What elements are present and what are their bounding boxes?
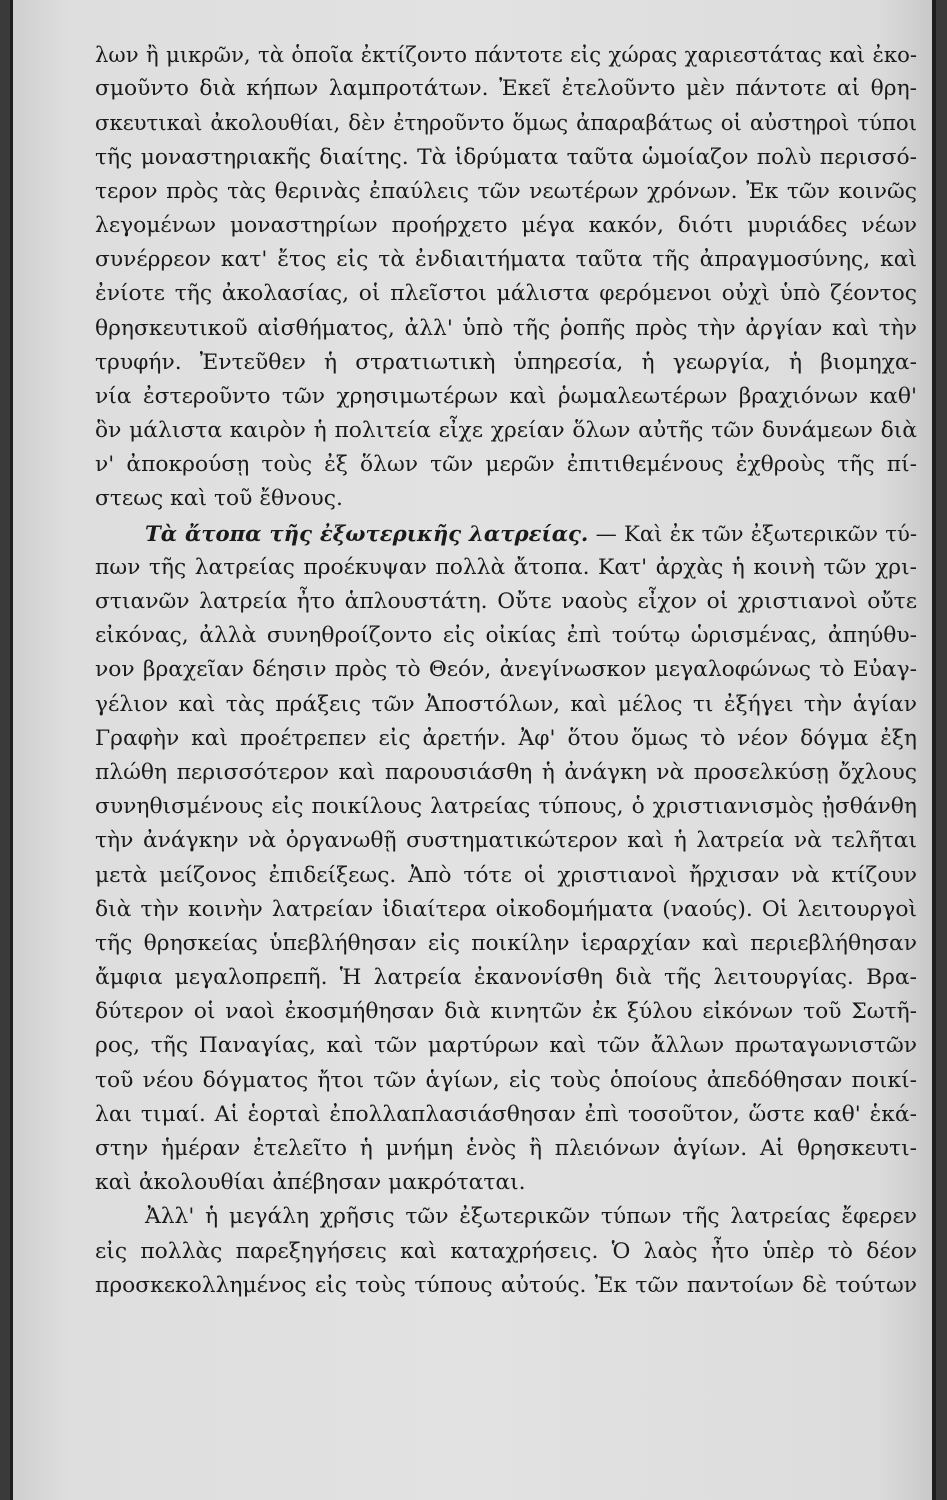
text-line: στιανῶν λατρεία ἦτο ἁπλουστάτη. Οὔτε ναοὺς εἶχον οἱ χριστιανοὶ οὔτε xyxy=(95,589,917,614)
text-line: συνέρρεον κατ' ἔτος εἰς τὰ ἐνδιαιτήματα ταῦτα τῆς ἀπραγμοσύνης, καὶ xyxy=(95,247,917,273)
paragraph-abuses xyxy=(95,1200,917,1303)
text-line: σμοῦντο διὰ κήπων λαμπροτάτων. Ἐκεῖ ἐτελοῦντο μὲν πάντοτε αἱ θρη- xyxy=(95,76,917,102)
text-line: τῆς θρησκείας ὑπεβλήθησαν εἰς ποικίλην ἱεραρχίαν καὶ περιεβλήθησαν xyxy=(95,930,917,956)
text-line: Γραφὴν καὶ προέτρεπεν εἰς ἀρετήν. Ἀφ' ὅτου ὅμως τὸ νέον δόγμα ἐξη xyxy=(95,725,917,751)
text-line: τρυφήν. Ἐντεῦθεν ἡ στρατιωτικὴ ὑπηρεσία, ἡ γεωργία, ἡ βιομηχα- xyxy=(95,349,917,375)
book-page xyxy=(10,0,936,1500)
text-line: νία ἐστεροῦντο τῶν χρησιμωτέρων καὶ ῥωμαλεωτέρων βραχιόνων καθ' xyxy=(95,383,917,409)
text-line: θρησκευτικοῦ αἰσθήματος, ἀλλ' ὑπὸ τῆς ῥοπῆς πρὸς τὴν ἀργίαν καὶ τὴν xyxy=(95,315,917,341)
text-line: συνηθισμένους εἰς ποικίλους λατρείας τύπους, ὁ χριστιανισμὸς ᾐσθάνθη xyxy=(95,794,917,820)
text-line: στην ἡμέραν ἐτελεῖτο ἡ μνήμη ἑνὸς ἢ πλειόνων ἁγίων. Αἱ θρησκευτι- xyxy=(95,1136,917,1161)
text-fragment: — Καὶ ἐκ τῶν ἐξωτερικῶν τύ- xyxy=(595,520,917,546)
text-line: Ἀλλ' ἡ μεγάλη χρῆσις τῶν ἐξωτερικῶν τύπων τῆς λατρείας ἔφερεν xyxy=(145,1204,917,1230)
text-line: καὶ ἀκολουθίαι ἀπέβησαν μακρόταται. xyxy=(95,1170,526,1196)
text-column xyxy=(95,38,917,1303)
text-line: εἰκόνας, ἀλλὰ συνηθροίζοντο εἰς οἰκίας ἐπὶ τούτῳ ὡρισμένας, ἀπηύθυ- xyxy=(95,623,917,649)
text-line: λεγομένων μοναστηρίων προήρχετο μέγα κακόν, διότι μυριάδες νέων xyxy=(95,212,917,238)
text-line: εἰς πολλὰς παρεξηγήσεις καὶ καταχρήσεις. Ὁ λαὸς ἦτο ὑπὲρ τὸ δέον xyxy=(95,1238,917,1264)
text-line: τὴν ἀνάγκην νὰ ὀργανωθῇ συστηματικώτερον καὶ ἡ λατρεία νὰ τελῆται xyxy=(95,828,917,854)
text-line: λων ἢ μικρῶν, τὰ ὁποῖα ἐκτίζοντο πάντοτε εἰς χώρας χαριεστάτας καὶ ἐκο- xyxy=(95,42,917,67)
text-line: τερον πρὸς τὰς θερινὰς ἐπαύλεις τῶν νεωτέρων χρόνων. Ἐκ τῶν κοινῶς xyxy=(95,178,917,204)
text-line: γέλιον καὶ τὰς πράξεις τῶν Ἀποστόλων, καὶ μέλος τι ἐξήγει τὴν ἁγίαν xyxy=(95,691,917,717)
section-heading: Τὰ ἄτοπα τῆς ἐξωτερικῆς λατρείας. xyxy=(145,520,589,546)
section-heading-line xyxy=(95,517,917,551)
text-line: τῆς μοναστηριακῆς διαίτης. Τὰ ἱδρύματα ταῦτα ὡμοίαζον πολὺ περισσό- xyxy=(95,144,917,170)
text-line: ἐνίοτε τῆς ἀκολασίας, οἱ πλεῖστοι μάλιστα φερόμενοι οὐχὶ ὑπὸ ζέοντος xyxy=(95,281,917,307)
text-line: στεως καὶ τοῦ ἔθνους. xyxy=(95,486,343,512)
text-line: διὰ τὴν κοινὴν λατρείαν ἰδιαίτερα οἰκοδομήματα (ναούς). Οἱ λειτουργοὶ xyxy=(95,896,917,922)
paragraph-monasteries xyxy=(95,38,917,517)
text-line: ρος, τῆς Παναγίας, καὶ τῶν μαρτύρων καὶ τῶν ἄλλων πρωταγωνιστῶν xyxy=(95,1033,917,1059)
text-line: ὃν μάλιστα καιρὸν ἡ πολιτεία εἶχε χρείαν ὅλων αὐτῆς τῶν δυνάμεων διὰ xyxy=(95,418,917,444)
text-line: μετὰ μείζονος ἐπιδείξεως. Ἀπὸ τότε οἱ χριστιανοὶ ἤρχισαν νὰ κτίζουν xyxy=(95,862,917,888)
text-line: δύτερον οἱ ναοὶ ἐκοσμήθησαν διὰ κινητῶν ἐκ ξύλου εἰκόνων τοῦ Σωτῆ- xyxy=(95,999,917,1025)
text-line: πλώθη περισσότερον καὶ παρουσιάσθη ἡ ἀνάγκη νὰ προσελκύσῃ ὄχλους xyxy=(95,759,917,785)
text-line: ν' ἀποκρούσῃ τοὺς ἐξ ὅλων τῶν μερῶν ἐπιτιθεμένους ἐχθροὺς τῆς πί- xyxy=(95,452,917,478)
text-line: προσκεκολλημένος εἰς τοὺς τύπους αὐτούς. Ἐκ τῶν παντοίων δὲ τούτων xyxy=(95,1272,917,1298)
paragraph-external-worship xyxy=(95,517,917,1201)
text-line: σκευτικαὶ ἀκολουθίαι, δὲν ἐτηροῦντο ὅμως ἀπαραβάτως οἱ αὐστηροὶ τύποι xyxy=(95,110,917,136)
text-line: πων τῆς λατρείας προέκυψαν πολλὰ ἄτοπα. Κατ' ἀρχὰς ἡ κοινὴ τῶν χρι- xyxy=(95,554,917,580)
text-line: νον βραχεῖαν δέησιν πρὸς τὸ Θεόν, ἀνεγίνωσκον μεγαλοφώνως τὸ Εὐαγ- xyxy=(95,657,917,683)
text-line: ἄμφια μεγαλοπρεπῆ. Ἡ λατρεία ἐκανονίσθη διὰ τῆς λειτουργίας. Βρα- xyxy=(95,965,917,991)
text-line: τοῦ νέου δόγματος ἤτοι τῶν ἁγίων, εἰς τοὺς ὁποίους ἀπεδόθησαν ποικί- xyxy=(95,1067,917,1093)
text-line: λαι τιμαί. Αἱ ἑορταὶ ἐπολλαπλασιάσθησαν ἐπὶ τοσοῦτον, ὥστε καθ' ἑκά- xyxy=(95,1101,917,1127)
